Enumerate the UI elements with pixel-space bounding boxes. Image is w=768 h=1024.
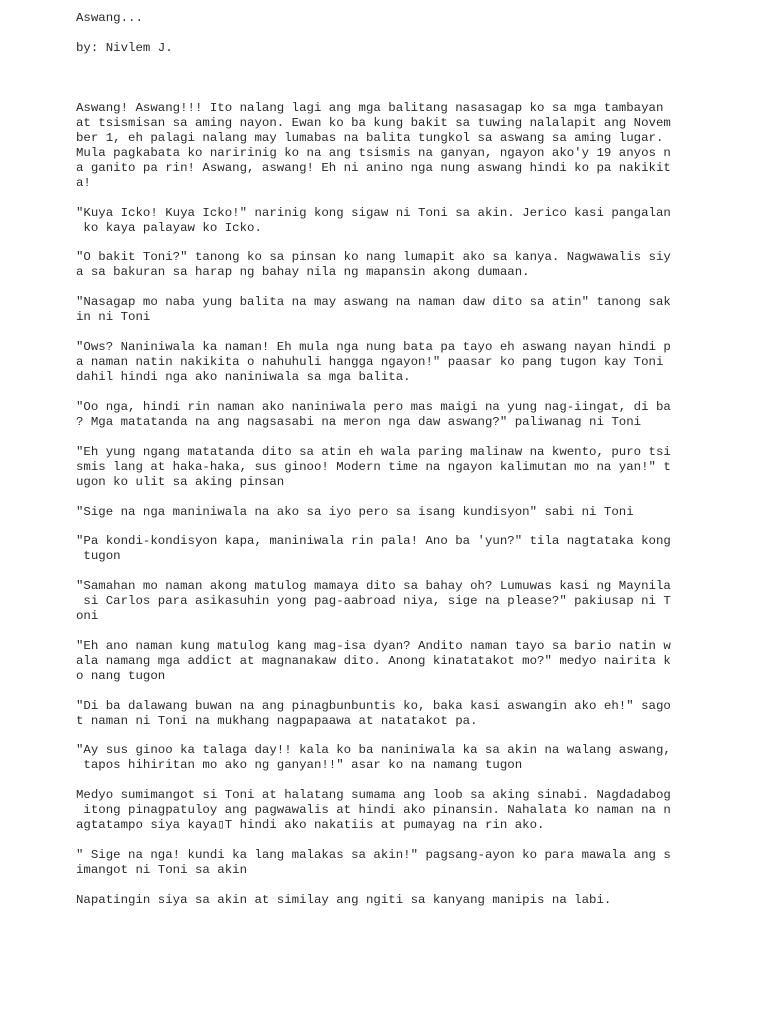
text-line: a! [76,176,91,190]
text-line: at tsismisan sa aming nayon. Ewan ko ba kung bakit sa tuwing nalalapit ang Novem [76,116,671,130]
text-line: ko kaya palayaw ko Icko. [76,221,262,235]
text-line: "Di ba dalawang buwan na ang pinagbunbuntis ko, baka kasi aswangin ako eh!" sago [76,699,671,713]
text-line: ala namang mga addict at magnanakaw dito. Anong kinatatakot mo?" medyo nairita k [76,654,671,668]
text-line: si Carlos para asikasuhin yong pag-aabroad niya, sige na please?" pakiusap ni T [76,594,671,608]
text-line: a ganito pa rin! Aswang, aswang! Eh ni anino nga nung aswang hindi ko pa nakikit [76,161,671,175]
text-line: imangot ni Toni sa akin [76,863,248,877]
text-line: "Ows? Naniniwala ka naman! Eh mula nga nung bata pa tayo eh aswang nayan hindi p [76,340,671,354]
text-line: dahil hindi nga ako naniniwala sa mga balita. [76,370,411,384]
text-line: agtatampo siya kaya▯T hindi ako nakatiis at pumayag na rin ako. [76,818,545,832]
text-line: "Samahan mo naman akong matulog mamaya dito sa bahay oh? Lumuwas kasi ng Maynila [76,579,671,593]
text-line: Napatingin siya sa akin at similay ang ngiti sa kanyang manipis na labi. [76,893,612,907]
text-line: itong pinagpatuloy ang pagwawalis at hindi ako pinansin. Nahalata ko naman na n [76,803,671,817]
text-line: Mula pagkabata ko naririnig ko na ang tsismis na ganyan, ngayon ako'y 19 anyos n [76,146,671,160]
text-line: "Oo nga, hindi rin naman ako naniniwala pero mas maigi na yung nag-iingat, di ba [76,400,671,414]
story-title: Aswang... [76,11,143,25]
text-line: Medyo sumimangot si Toni at halatang sumama ang loob sa aking sinabi. Nagdadabog [76,788,671,802]
text-line: ugon ko ulit sa aking pinsan [76,475,285,489]
text-line: ber 1, eh palagi nalang may lumabas na balita tungkol sa aswang sa aming lugar. [76,131,664,145]
text-line: "Pa kondi-kondisyon kapa, maniniwala rin pala! Ano ba 'yun?" tila nagtataka kong [76,534,671,548]
text-line: "Nasagap mo naba yung balita na may aswang na naman daw dito sa atin" tanong sak [76,295,671,309]
text-line: "O bakit Toni?" tanong ko sa pinsan ko nang lumapit ako sa kanya. Nagwawalis siy [76,250,671,264]
text-line: t naman ni Toni na mukhang nagpapaawa at natatakot pa. [76,714,478,728]
text-line: a naman natin nakikita o nahuhuli hangga ngayon!" paasar ko pang tugon kay Toni [76,355,664,369]
text-line: in ni Toni [76,310,151,324]
text-line: "Ay sus ginoo ka talaga day!! kala ko ba naniniwala ka sa akin na walang aswang, [76,743,671,757]
text-line: tugon [76,549,121,563]
text-line: smis lang at haka-haka, sus ginoo! Modern time na ngayon kalimutan mo na yan!" t [76,460,671,474]
text-line: "Kuya Icko! Kuya Icko!" narinig kong sigaw ni Toni sa akin. Jerico kasi pangalan [76,206,671,220]
text-line: "Eh yung ngang matatanda dito sa atin eh wala paring malinaw na kwento, puro tsi [76,445,671,459]
text-line: oni [76,609,99,623]
byline: by: Nivlem J. [76,41,173,55]
text-line: Aswang! Aswang!!! Ito nalang lagi ang mga balitang nasasagap ko sa mga tambayan [76,101,664,115]
text-line: a sa bakuran sa harap ng bahay nila ng mapansin akong dumaan. [76,265,530,279]
text-line: tapos hihiritan mo ako ng ganyan!!" asar ko na namang tugon [76,758,523,772]
text-line: ? Mga matatanda na ang nagsasabi na meron nga daw aswang?" paliwanag ni Toni [76,415,642,429]
text-line: " Sige na nga! kundi ka lang malakas sa akin!" pagsang-ayon ko para mawala ang s [76,848,671,862]
text-line: "Eh ano naman kung matulog kang mag-isa dyan? Andito naman tayo sa bario natin w [76,639,671,653]
text-line: "Sige na nga maniniwala na ako sa iyo pero sa isang kundisyon" sabi ni Toni [76,505,634,519]
text-line: o nang tugon [76,669,166,683]
